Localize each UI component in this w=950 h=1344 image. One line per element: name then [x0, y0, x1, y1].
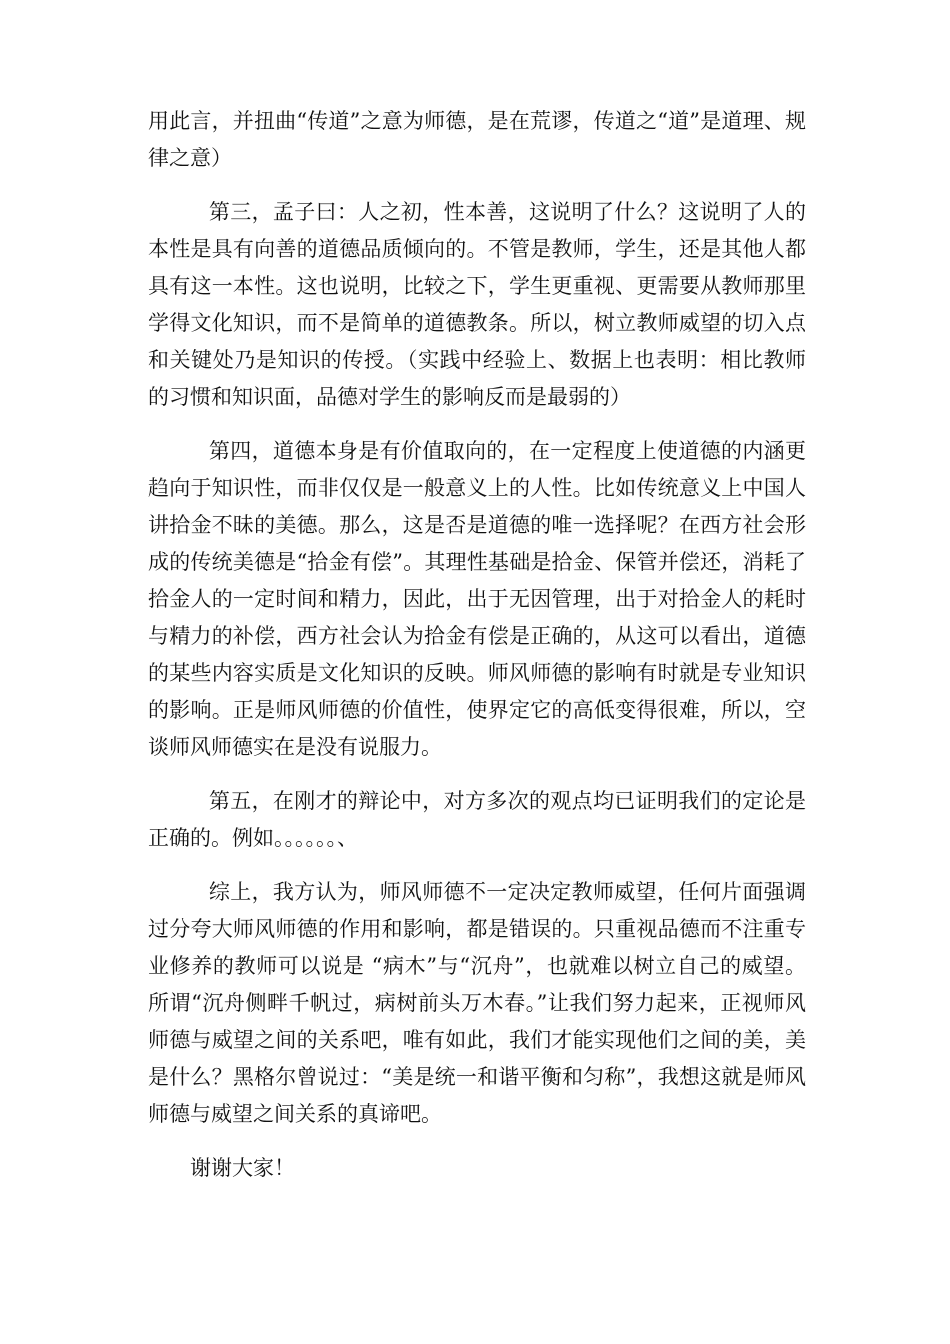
closing-thanks: 谢谢大家！	[190, 1156, 295, 1180]
paragraph-third-point: 第三，孟子曰：人之初，性本善，这说明了什么？这说明了人的本性是具有向善的道德品质倾向的。不管是教师，学生，还是其他人都具有这一本性。这也说明，比较之下，学生更重视、更需要从教师那里学得文化知识，而不是简单的道德教条。所以，树立教师威望的切入点和关键处乃是知识的传授。（实践中经验上、数据上也表明：相比教师的习惯和知识面，品德对学生的影响反而是最弱的）	[148, 200, 806, 409]
paragraph-fourth-point: 第四，道德本身是有价值取向的，在一定程度上使道德的内涵更趋向于知识性，而非仅仅是一般意义上的人性。比如传统意义上中国人讲拾金不昧的美德。那么，这是否是道德的唯一选择呢？在西方社会形成的传统美德是“拾金有偿”。其理性基础是拾金、保管并偿还，消耗了拾金人的一定时间和精力，因此，出于无因管理，出于对拾金人的耗时与精力的补偿，西方社会认为拾金有偿是正确的，从这可以看出，道德的某些内容实质是文化知识的反映。师风师德的影响有时就是专业知识的影响。正是师风师德的价值性，使界定它的高低变得很难，所以，空谈师风师德实在是没有说服力。	[148, 439, 806, 759]
paragraph-fifth-point: 第五，在刚才的辩论中，对方多次的观点均已证明我们的定论是正确的。例如。。。。。。、	[148, 789, 806, 850]
paragraph-continuation: 用此言，并扭曲“传道”之意为师德，是在荒谬，传道之“道”是道理、规律之意）	[148, 109, 806, 170]
paragraph-conclusion: 综上，我方认为，师风师德不一定决定教师威望，任何片面强调过分夸大师风师德的作用和影响，都是错误的。只重视品德而不注重专业修养的教师可以说是 “病木”与“沉舟”，也就难以树立自己的威望。所谓“沉舟侧畔千帆过，病树前头万木春。”让我们努力起来，正视师风师德与威望之间的关系吧，唯有如此，我们才能实现他们之间的美，美是什么？黑格尔曾说过：“美是统一和谐平衡和匀称”，我想这就是师风师德与威望之间关系的真谛吧。	[148, 880, 806, 1126]
document-body	[148, 103, 806, 1204]
